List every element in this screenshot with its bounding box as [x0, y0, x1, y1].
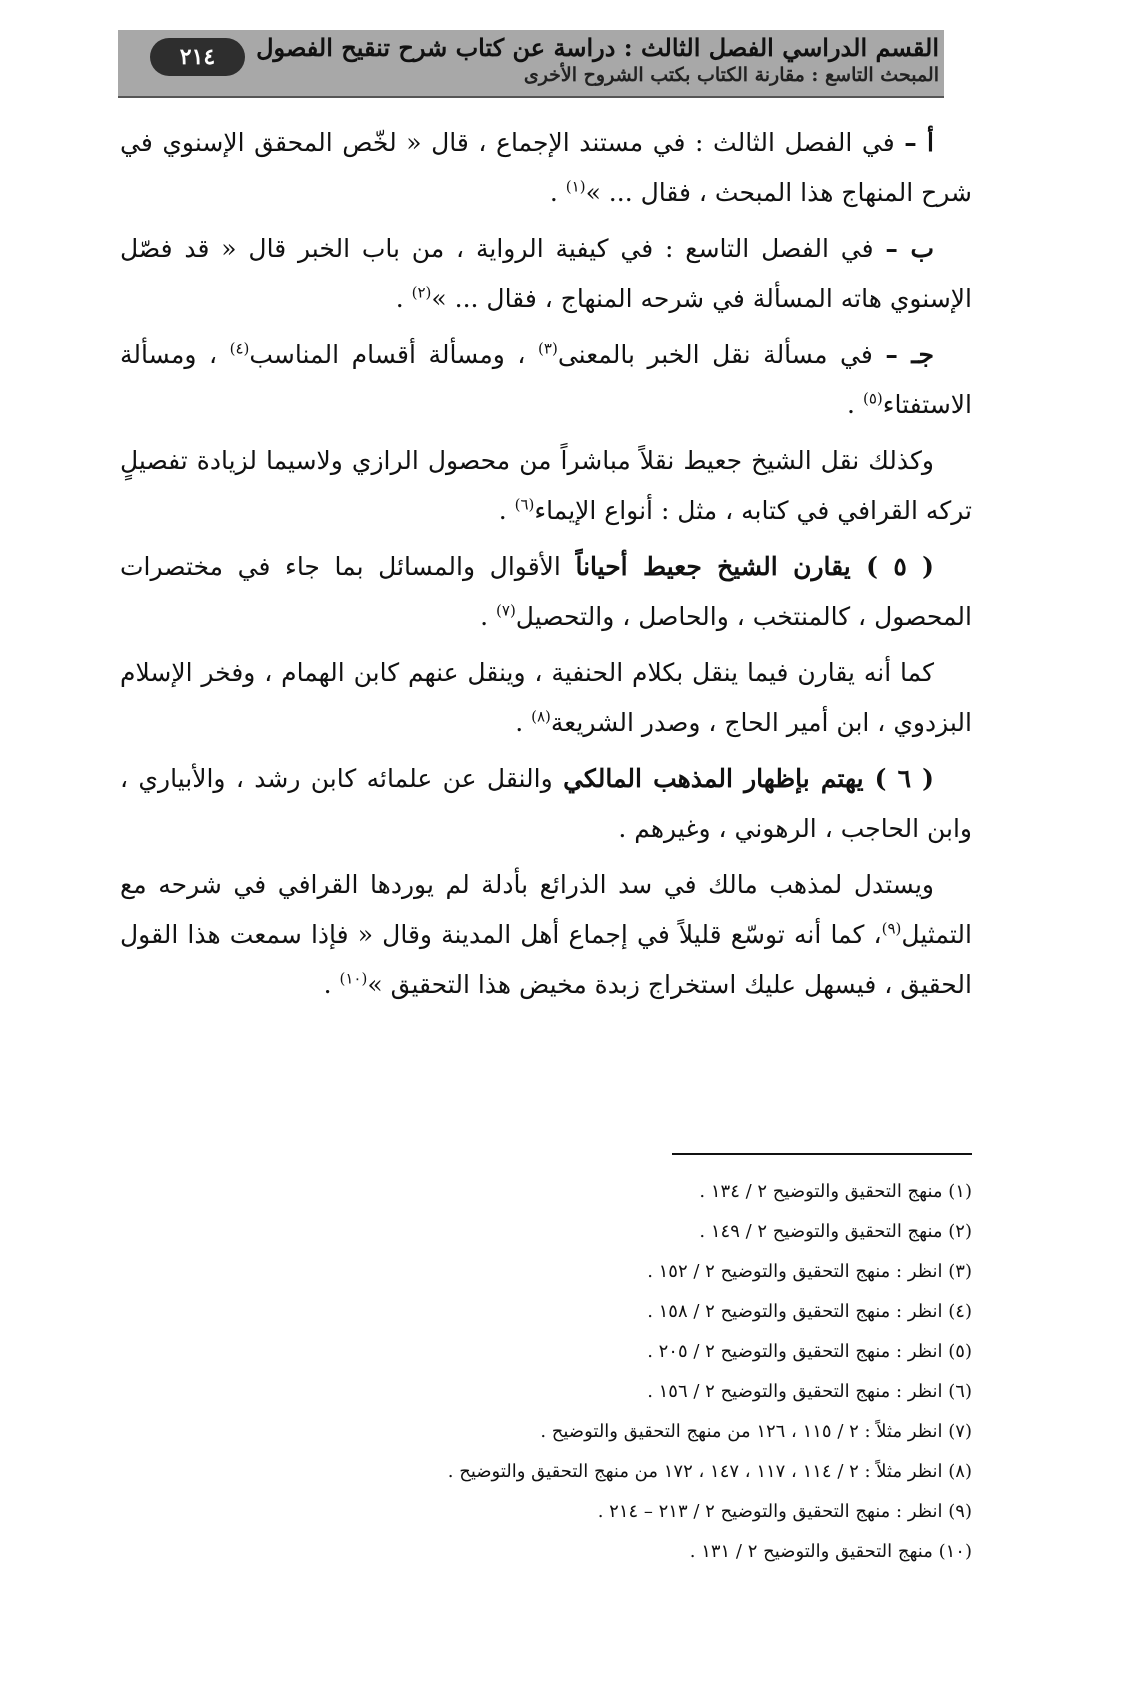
footnote-9: (٩) انظر : منهج التحقيق والتوضيح ٢ / ٢١٣ – ٢١٤ .: [597, 1501, 972, 1522]
paragraph-7-text: والنقل عن علمائه كابن رشد ، والأبياري ، وابن الحاجب ، الرهوني ، وغيرهم .: [120, 764, 972, 843]
footnote-3: (٣) انظر : منهج التحقيق والتوضيح ٢ / ١٥٢ .: [647, 1261, 972, 1282]
footnote-8: (٨) انظر مثلاً : ٢ / ١١٤ ، ١١٧ ، ١٤٧ ، ١٧٢ من منهج التحقيق والتوضيح .: [447, 1461, 972, 1482]
paragraph-6-text: كما أنه يقارن فيما ينقل بكلام الحنفية ، وينقل عنهم كابن الهمام ، وفخر الإسلام البزدوي ، ابن أمير الحاج ، وصدر الشريعة: [120, 658, 972, 737]
footnote-7: (٧) انظر مثلاً : ٢ / ١١٥ ، ١٢٦ من منهج التحقيق والتوضيح .: [540, 1421, 972, 1442]
footnote-2: (٢) منهج التحقيق والتوضيح ٢ / ١٤٩ .: [699, 1221, 972, 1242]
footnote-ref-10: (١٠): [339, 969, 368, 988]
paragraph-2-text: في الفصل التاسع : في كيفية الرواية ، من باب الخبر قال « قد فصّل الإسنوي هاته المسألة في شرحه المنهاج ، فقال ... »: [120, 234, 972, 313]
paragraph-1: [120, 118, 972, 218]
footnote-1: (١) منهج التحقيق والتوضيح ٢ / ١٣٤ .: [699, 1181, 972, 1202]
paragraph-4: [120, 436, 972, 536]
paragraph-6-end: .: [515, 708, 532, 737]
footnote-ref-3: (٣): [538, 339, 558, 358]
footnote-divider: [672, 1153, 972, 1155]
paragraph-1-label: أ –: [904, 128, 934, 157]
paragraph-3-label: جـ –: [885, 340, 934, 369]
paragraph-2: [120, 224, 972, 324]
paragraph-5: [120, 542, 972, 642]
footnote-6: (٦) انظر : منهج التحقيق والتوضيح ٢ / ١٥٦ .: [647, 1381, 972, 1402]
footnote-ref-2: (٢): [411, 283, 432, 302]
footnote-ref-4: (٤): [229, 339, 250, 358]
footnote-ref-6: (٦): [514, 495, 535, 514]
paragraph-6: [120, 648, 972, 748]
paragraph-8-text-b: ، كما أنه توسّع قليلاً في إجماع أهل المدينة وقال « فإذا سمعت هذا القول الحقيق ، فيسهل عليك استخراج زبدة مخيض هذا التحقيق »: [120, 920, 972, 999]
footnote-ref-1: (١): [565, 177, 586, 196]
paragraph-5-text: الأقوال والمسائل بما جاء في مختصرات المحصول ، كالمنتخب ، والحاصل ، والتحصيل: [120, 552, 972, 631]
paragraph-3: [120, 330, 972, 430]
footnotes: [120, 1172, 972, 1572]
footnote-10: (١٠) منهج التحقيق والتوضيح ٢ / ١٣١ .: [689, 1541, 972, 1562]
footnote-ref-5: (٥): [862, 389, 883, 408]
paragraph-3-text-b: ، ومسألة أقسام المناسب: [249, 340, 539, 369]
header-title: القسم الدراسي الفصل الثالث : دراسة عن كتاب شرح تنقيح الفصول: [256, 33, 939, 62]
paragraph-8: [120, 860, 972, 1010]
paragraph-2-label: ب –: [885, 234, 934, 263]
paragraph-1-text: في الفصل الثالث : في مستند الإجماع ، قال « لخّص المحقق الإسنوي في شرح المنهاج هذا المبحث ، فقال ... »: [120, 128, 972, 207]
paragraph-8-end: .: [323, 970, 340, 999]
paragraph-4-text: وكذلك نقل الشيخ جعيط نقلاً مباشراً من محصول الرازي ولاسيما لزيادة تفصيلٍ تركه القرافي في كتابه ، مثل : أنواع الإيماء: [120, 446, 972, 525]
main-text: [120, 118, 972, 1016]
paragraph-8-text-a: ويستدل لمذهب مالك في سد الذرائع بأدلة لم يوردها القرافي في شرحه مع التمثيل: [120, 870, 972, 949]
paragraph-4-end: .: [498, 496, 515, 525]
paragraph-5-end: .: [480, 602, 497, 631]
footnote-5: (٥) انظر : منهج التحقيق والتوضيح ٢ / ٢٠٥ .: [647, 1341, 972, 1362]
paragraph-3-end: .: [847, 390, 863, 419]
paragraph-2-end: .: [395, 284, 412, 313]
paragraph-3-text-c: ، ومسألة الاستفتاء: [120, 340, 972, 419]
paragraph-7: [120, 754, 972, 854]
footnote-4: (٤) انظر : منهج التحقيق والتوضيح ٢ / ١٥٨ .: [647, 1301, 972, 1322]
page-number: ٢١٤: [150, 38, 245, 76]
footnote-ref-7: (٧): [496, 601, 516, 620]
footnote-ref-9: (٩): [881, 919, 902, 938]
footnote-ref-8: (٨): [531, 707, 551, 726]
paragraph-3-text-a: في مسألة نقل الخبر بالمعنى: [557, 340, 873, 369]
paragraph-7-label: ( ٦ ) يهتم بإظهار المذهب المالكي: [563, 764, 934, 793]
paragraph-5-label: ( ٥ ) يقارن الشيخ جعيط أحياناً: [575, 552, 934, 581]
paragraph-1-end: .: [549, 178, 566, 207]
header-subtitle: المبحث التاسع : مقارنة الكتاب بكتب الشروح الأخرى: [523, 64, 939, 86]
